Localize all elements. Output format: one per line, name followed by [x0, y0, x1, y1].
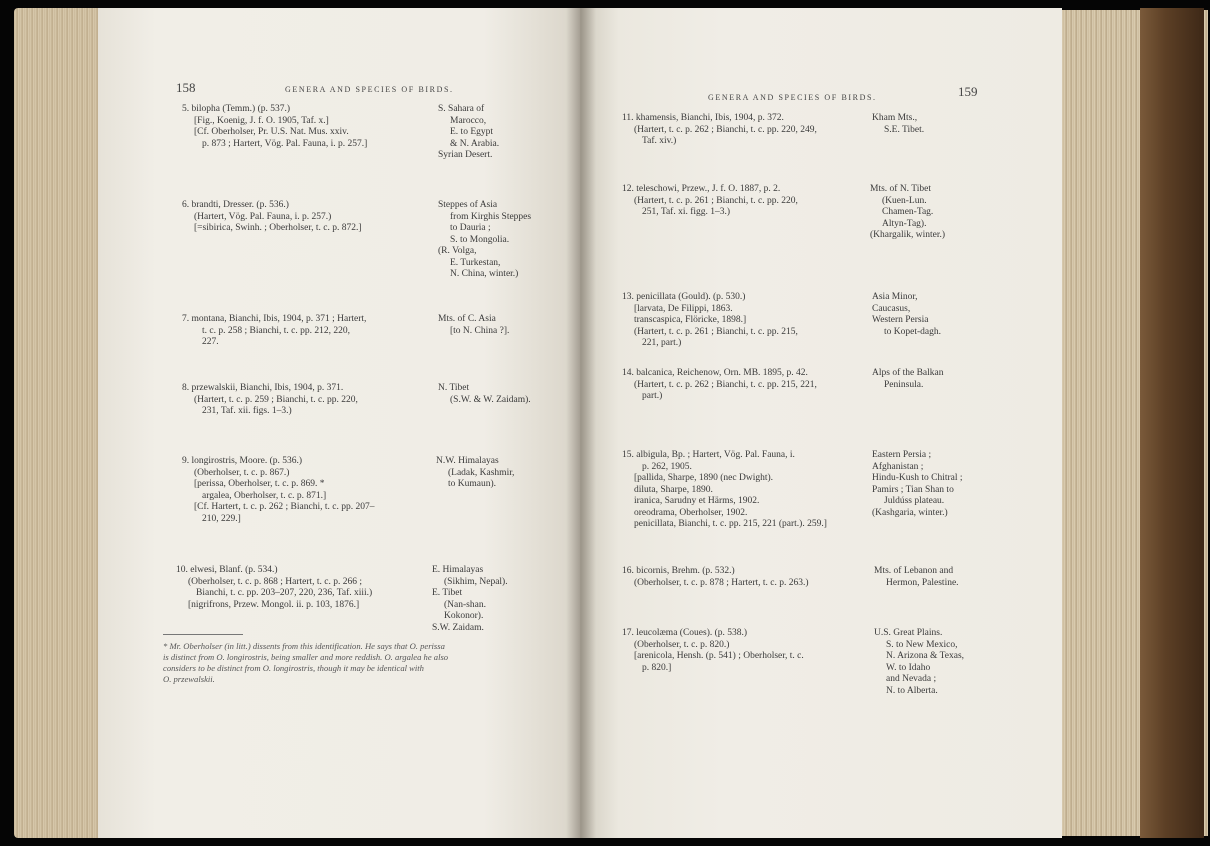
- range-line: [to N. China ?].: [450, 325, 510, 336]
- range-line: N.W. Himalayas: [436, 456, 499, 466]
- range-line: S. to Mongolia.: [450, 234, 510, 245]
- range-line: E. Turkestan,: [450, 257, 501, 268]
- entry-line: p. 262, 1905.: [642, 461, 692, 472]
- range-line: S.W. Zaidam.: [432, 622, 484, 633]
- range-line: Hermon, Palestine.: [886, 577, 959, 588]
- footnote-line: O. przewalskii.: [163, 674, 215, 684]
- range-line: (S.W. & W. Zaidam).: [450, 394, 531, 405]
- range-line: Pamirs ; Tian Shan to: [872, 484, 954, 495]
- entry-line: (Oberholser, t. c. p. 878 ; Hartert, t. c. p. 263.): [634, 577, 809, 588]
- range-line: Alps of the Balkan: [872, 368, 944, 378]
- range-line: Kokonor).: [444, 611, 484, 621]
- range-line: W. to Idaho: [886, 662, 931, 673]
- entry-line: (Hartert, Vög. Pal. Fauna, i. p. 257.): [194, 211, 332, 222]
- entry-line: 17. leucolæma (Coues). (p. 538.): [622, 628, 748, 638]
- entry-line: 210, 229.]: [202, 513, 241, 524]
- range-line: to Dauria ;: [450, 223, 491, 233]
- range-line: (Kashgaria, winter.): [872, 507, 948, 518]
- entry-line: (Hartert, t. c. p. 261 ; Bianchi, t. c. pp. 215,: [634, 326, 798, 337]
- range-line: U.S. Great Plains.: [874, 628, 943, 638]
- footnote-line: is distinct from O. longirostris, being smaller and more reddish. O. argalea he also: [163, 652, 449, 662]
- range-line: Mts. of C. Asia: [438, 314, 496, 324]
- range-line: to Kumaun).: [448, 479, 497, 489]
- range-line: Hindu-Kush to Chitral ;: [872, 473, 963, 483]
- range-line: Steppes of Asia: [438, 200, 498, 210]
- entry-line: 12. teleschowi, Przew., J. f. O. 1887, p. 2.: [622, 184, 781, 194]
- entry-line: [pallida, Sharpe, 1890 (nec Dwight).: [634, 473, 774, 483]
- entry-line: 221, part.): [642, 338, 682, 348]
- range-line: & N. Arabia.: [450, 138, 500, 149]
- range-line: S.E. Tibet.: [884, 124, 925, 135]
- entry-line: p. 820.]: [642, 662, 672, 673]
- entry-line: (Hartert, t. c. p. 259 ; Bianchi, t. c. pp. 220,: [194, 394, 358, 405]
- range-line: Syrian Desert.: [438, 150, 493, 160]
- range-line: Marocco,: [450, 115, 487, 126]
- entry-line: [Cf. Oberholser, Pr. U.S. Nat. Mus. xxiv.: [194, 127, 349, 137]
- entry-line: iranica, Sarudny et Härms, 1902.: [634, 496, 760, 506]
- range-line: from Kirghis Steppes: [450, 211, 532, 222]
- range-line: Western Persia: [872, 315, 929, 325]
- entry-line: diluta, Sharpe, 1890.: [634, 484, 713, 495]
- range-line: (Sikhim, Nepal).: [444, 576, 508, 587]
- entry-line: transcaspica, Flöricke, 1898.]: [634, 315, 747, 325]
- entry-line: (Oberholser, t. c. p. 868 ; Hartert, t. c. p. 266 ;: [188, 576, 363, 587]
- entry-line: t. c. p. 258 ; Bianchi, t. c. pp. 212, 220,: [202, 325, 351, 336]
- range-line: E. Himalayas: [432, 565, 484, 575]
- entry-line: argalea, Oberholser, t. c. p. 871.]: [202, 490, 327, 501]
- entry-line: p. 873 ; Hartert, Vög. Pal. Fauna, i. p. 257.]: [202, 138, 368, 149]
- range-line: Kham Mts.,: [872, 113, 918, 123]
- range-line: S. Sahara of: [438, 104, 485, 114]
- entry-line: [arenicola, Hensh. (p. 541) ; Oberholser, t. c.: [634, 651, 804, 661]
- page-edges-left: [14, 8, 106, 838]
- range-line: Altyn-Tag).: [882, 218, 927, 229]
- entry-line: 14. balcanica, Reichenow, Orn. MB. 1895, p. 42.: [622, 368, 808, 378]
- footnote-line: considers to be distinct from O. longirostris, though it may be identical with: [163, 663, 424, 673]
- range-line: Mts. of N. Tibet: [870, 184, 931, 194]
- entry-line: [nigrifrons, Przew. Mongol. ii. p. 103, 1876.]: [188, 599, 360, 610]
- entry-line: 16. bicornis, Brehm. (p. 532.): [622, 566, 735, 576]
- range-line: and Nevada ;: [886, 674, 937, 684]
- entry-line: penicillata, Bianchi, t. c. pp. 215, 221 (part.). 259.]: [634, 519, 827, 529]
- entry-line: 7. montana, Bianchi, Ibis, 1904, p. 371 ; Hartert,: [182, 314, 367, 324]
- entry-line: 13. penicillata (Gould). (p. 530.): [622, 292, 746, 302]
- footnote-line: * Mr. Oberholser (in litt.) dissents from this identification. He says that O. perissa: [163, 641, 445, 651]
- entry-line: [larvata, De Filippi, 1863.: [634, 303, 733, 314]
- range-line: (Khargalik, winter.): [870, 230, 946, 240]
- entry-line: 231, Taf. xii. figs. 1–3.): [202, 406, 292, 416]
- entry-line: Taf. xiv.): [642, 136, 677, 146]
- book-gutter: [566, 8, 596, 838]
- range-line: Asia Minor,: [872, 292, 918, 302]
- entry-line: 6. brandti, Dresser. (p. 536.): [182, 200, 289, 210]
- range-line: N. China, winter.): [450, 269, 519, 279]
- range-line: (Nan-shan.: [444, 599, 486, 610]
- range-line: Peninsula.: [884, 379, 924, 390]
- range-line: to Kopet-dagh.: [884, 326, 941, 337]
- entry-line: 9. longirostris, Moore. (p. 536.): [182, 456, 303, 466]
- running-head-right: GENERA AND SPECIES OF BIRDS.: [708, 93, 877, 102]
- footnote: [163, 641, 543, 685]
- range-line: S. to New Mexico,: [886, 639, 958, 650]
- entry-line: oreodrama, Oberholser, 1902.: [634, 507, 748, 518]
- entry-line: (Hartert, t. c. p. 261 ; Bianchi, t. c. pp. 220,: [634, 195, 798, 206]
- range-line: Caucasus,: [872, 303, 911, 314]
- entry-line: 227.: [202, 337, 219, 347]
- running-head-left: GENERA AND SPECIES OF BIRDS.: [285, 85, 454, 94]
- entry-line: (Oberholser, t. c. p. 820.): [634, 639, 730, 650]
- page-number-right: 159: [958, 84, 978, 99]
- entry-line: part.): [642, 391, 663, 401]
- range-line: Mts. of Lebanon and: [874, 566, 954, 576]
- entry-line: [=sibirica, Swinh. ; Oberholser, t. c. p. 872.]: [194, 223, 362, 233]
- range-line: Juldúss plateau.: [884, 496, 945, 506]
- book-cover-edge: [1140, 8, 1204, 838]
- range-line: Afghanistan ;: [872, 461, 924, 472]
- entry-line: (Hartert, t. c. p. 262 ; Bianchi, t. c. pp. 220, 249,: [634, 124, 817, 135]
- range-line: E. Tibet: [432, 588, 463, 598]
- footnote-rule: [163, 634, 243, 635]
- entry-line: 10. elwesi, Blanf. (p. 534.): [176, 565, 278, 575]
- entry-line: 8. przewalskii, Bianchi, Ibis, 1904, p. 371.: [182, 383, 344, 393]
- entry-line: [Fig., Koenig, J. f. O. 1905, Taf. x.]: [194, 115, 329, 126]
- entry-line: 5. bilopha (Temm.) (p. 537.): [182, 104, 291, 114]
- page-number-left: 158: [176, 80, 196, 95]
- range-line: N. to Alberta.: [886, 685, 938, 696]
- entry-line: [perissa, Oberholser, t. c. p. 869. *: [194, 479, 325, 489]
- range-line: Chamen-Tag.: [882, 207, 934, 217]
- entry-line: [Cf. Hartert, t. c. p. 262 ; Bianchi, t. c. pp. 207–: [194, 502, 375, 512]
- range-line: (R. Volga,: [438, 246, 477, 256]
- entry-line: (Hartert, t. c. p. 262 ; Bianchi, t. c. pp. 215, 221,: [634, 379, 817, 390]
- entry-line: 11. khamensis, Bianchi, Ibis, 1904, p. 372.: [622, 113, 784, 123]
- range-line: N. Arizona & Texas,: [886, 651, 965, 661]
- range-line: Eastern Persia ;: [872, 450, 932, 460]
- range-line: N. Tibet: [438, 383, 470, 393]
- entry-line: Bianchi, t. c. pp. 203–207, 220, 236, Taf. xiii.): [196, 588, 373, 598]
- range-line: E. to Egypt: [450, 127, 494, 137]
- range-line: (Kuen-Lun.: [882, 195, 927, 206]
- entry-line: (Oberholser, t. c. p. 867.): [194, 467, 290, 478]
- range-line: (Ladak, Kashmir,: [448, 467, 515, 478]
- entry-line: 251, Taf. xi. figg. 1–3.): [642, 207, 731, 217]
- entry-line: 15. albigula, Bp. ; Hartert, Vög. Pal. Fauna, i.: [622, 450, 795, 460]
